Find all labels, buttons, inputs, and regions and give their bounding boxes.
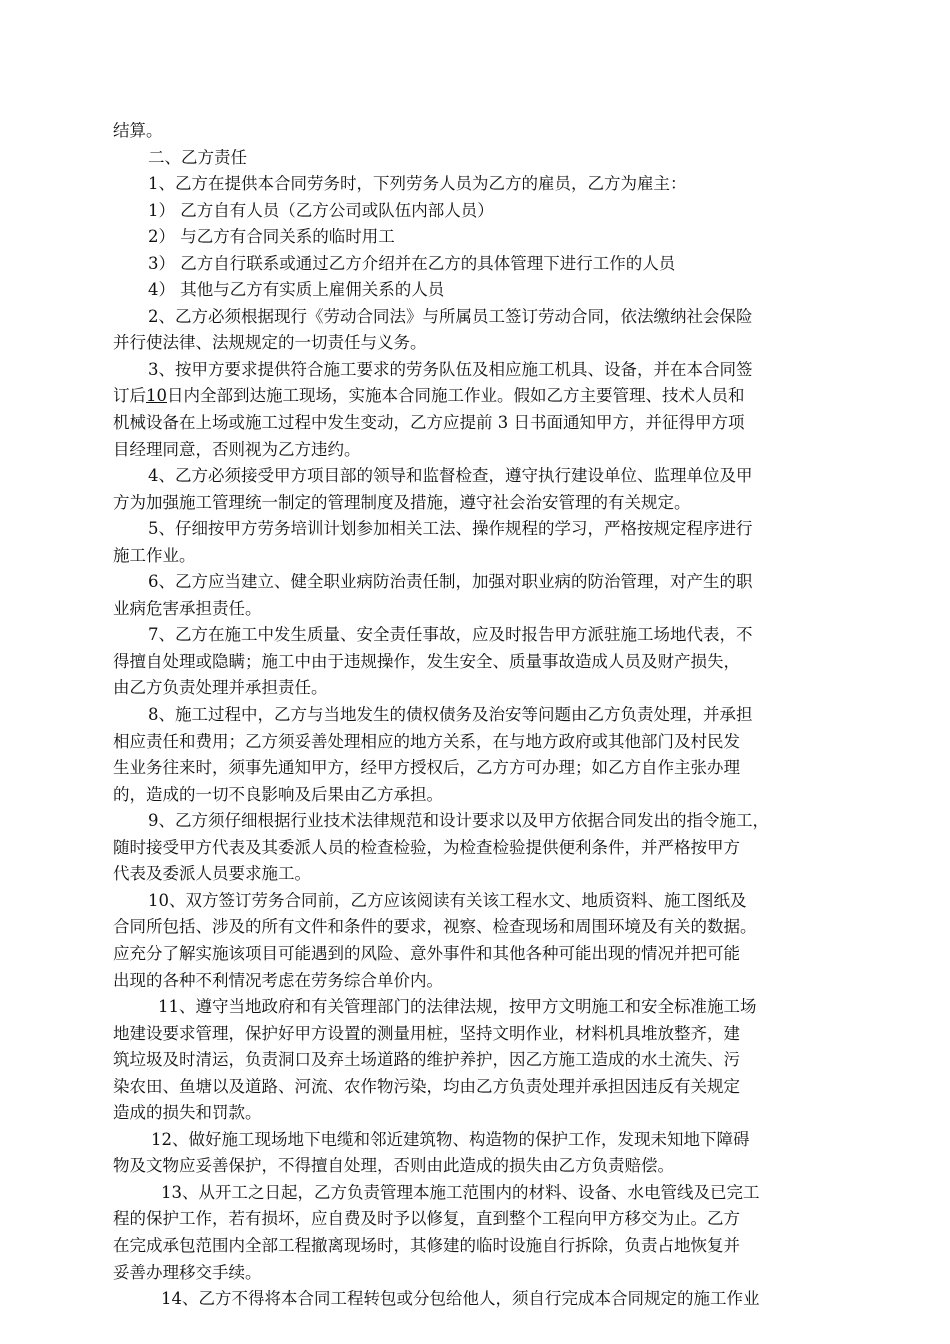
text-line: 出现的各种不利情况考虑在劳务综合单价内。 — [113, 970, 443, 990]
text-line: 结算。 — [113, 121, 163, 140]
clause-4: 4、乙方必须接受甲方项目部的领导和监督检查，遵守执行建设单位、监理单位及甲 — [148, 466, 753, 486]
section-heading: 二、乙方责任 — [148, 147, 247, 167]
clause-2: 2、乙方必须根据现行《劳动合同法》与所属员工签订劳动合同，依法缴纳社会保险 — [148, 306, 753, 326]
text-line: 机械设备在上场或施工过程中发生变动，乙方应提前 3 日书面通知甲方，并征得甲方项 — [113, 413, 745, 433]
text-line: 筑垃圾及时清运，负责洞口及弃土场道路的维护养护，因乙方施工造成的水土流失、污 — [113, 1050, 740, 1070]
text-line: 合同所包括、涉及的所有文件和条件的要求，视察、检查现场和周围环境及有关的数据。 — [113, 917, 757, 937]
clause-5: 5、仔细按甲方劳务培训计划参加相关工法、操作规程的学习，严格按规定程序进行 — [148, 519, 753, 539]
text-span: 日内全部到达施工现场，实施本合同施工作业。假如乙方主要管理、技术人员和 — [167, 386, 745, 406]
text-line: 目经理同意，否则视为乙方违约。 — [113, 439, 361, 459]
text-line: 随时接受甲方代表及其委派人员的检查检验，为检查检验提供便利条件，并严格按甲方 — [113, 837, 740, 857]
list-item-2: 2） 与乙方有合同关系的临时用工 — [148, 227, 395, 247]
text-line: 相应责任和费用；乙方须妥善处理相应的地方关系，在与地方政府或其他部门及村民发 — [113, 731, 740, 751]
text-line: 得擅自处理或隐瞒；施工中由于违规操作，发生安全、质量事故造成人员及财产损失， — [113, 651, 740, 671]
text-line: 地建设要求管理，保护好甲方设置的测量用桩，坚持文明作业，材料机具堆放整齐，建 — [113, 1023, 740, 1043]
text-line: 的，造成的一切不良影响及后果由乙方承担。 — [113, 784, 443, 804]
text-line: 在完成承包范围内全部工程撤离现场时，其修建的临时设施自行拆除，负责占地恢复并 — [113, 1235, 740, 1255]
clause-6: 6、乙方应当建立、健全职业病防治责任制，加强对职业病的防治管理，对产生的职 — [148, 572, 753, 592]
text-line: 生业务往来时，须事先通知甲方，经甲方授权后，乙方方可办理；如乙方自作主张办理 — [113, 758, 740, 778]
clause-14: 14、乙方不得将本合同工程转包或分包给他人，须自行完成本合同规定的施工作业 — [161, 1289, 760, 1309]
text-line: 业病危害承担责任。 — [113, 598, 262, 618]
text-span: 订后 — [113, 386, 146, 406]
text-line: 妥善办理移交手续。 — [113, 1262, 262, 1282]
clause-10: 10、双方签订劳务合同前，乙方应该阅读有关该工程水文、地质资料、施工图纸及 — [148, 890, 747, 910]
text-line: 染农田、鱼塘以及道路、河流、农作物污染，均由乙方负责处理并承担因违反有关规定 — [113, 1076, 740, 1096]
text-line: 程的保护工作，若有损坏，应自费及时予以修复，直到整个工程向甲方移交为止。乙方 — [113, 1209, 740, 1229]
days-value: 10 — [146, 386, 167, 406]
clause-13: 13、从开工之日起，乙方负责管理本施工范围内的材料、设备、水电管线及已完工 — [161, 1182, 760, 1202]
clause-8: 8、施工过程中，乙方与当地发生的债权债务及治安等问题由乙方负责处理，并承担 — [148, 705, 753, 725]
text-line: 应充分了解实施该项目可能遇到的风险、意外事件和其他各种可能出现的情况并把可能 — [113, 943, 740, 963]
clause-3: 3、按甲方要求提供符合施工要求的劳务队伍及相应施工机具、设备，并在本合同签 — [148, 359, 753, 379]
clause-7: 7、乙方在施工中发生质量、安全责任事故，应及时报告甲方派驻施工场地代表，不 — [148, 625, 753, 645]
clause-9: 9、乙方须仔细根据行业技术法律规范和设计要求以及甲方依据合同发出的指令施工， — [148, 811, 769, 831]
document-body — [113, 118, 858, 1313]
list-item-1: 1） 乙方自有人员（乙方公司或队伍内部人员） — [148, 200, 494, 220]
text-line — [113, 383, 858, 410]
list-item-3: 3） 乙方自行联系或通过乙方介绍并在乙方的具体管理下进行工作的人员 — [148, 253, 676, 273]
clause-12: 12、做好施工现场地下电缆和邻近建筑物、构造物的保护工作，发现未知地下障碍 — [151, 1129, 750, 1149]
text-line: 由乙方负责处理并承担责任。 — [113, 678, 328, 698]
text-line: 施工作业。 — [113, 545, 196, 565]
text-line: 物及文物应妥善保护，不得擅自处理，否则由此造成的损失由乙方负责赔偿。 — [113, 1156, 674, 1176]
clause-1: 1、乙方在提供本合同劳务时，下列劳务人员为乙方的雇员，乙方为雇主： — [148, 174, 687, 194]
list-item-4: 4） 其他与乙方有实质上雇佣关系的人员 — [148, 280, 445, 300]
text-line: 并行使法律、法规规定的一切责任与义务。 — [113, 333, 427, 353]
text-line: 方为加强施工管理统一制定的管理制度及措施，遵守社会治安管理的有关规定。 — [113, 492, 691, 512]
text-line: 代表及委派人员要求施工。 — [113, 864, 311, 884]
clause-11: 11、遵守当地政府和有关管理部门的法律法规，按甲方文明施工和安全标准施工场 — [158, 997, 757, 1017]
text-line: 造成的损失和罚款。 — [113, 1103, 262, 1123]
